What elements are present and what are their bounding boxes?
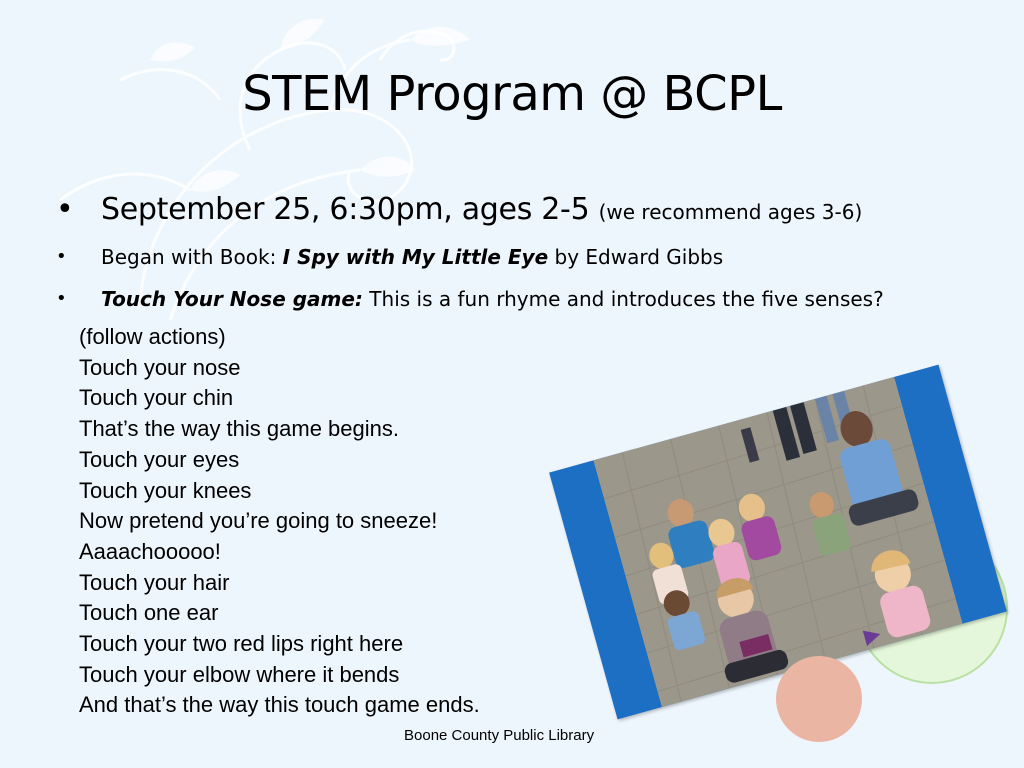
- event-date-text: September 25, 6:30pm, ages 2-5: [101, 192, 590, 227]
- rhyme-line: Touch your two red lips right here: [79, 631, 404, 657]
- rhyme-line: Touch your chin: [79, 385, 234, 411]
- bullet-game: [56, 278, 1016, 320]
- rhyme-line: And that’s the way this touch game ends.: [79, 692, 480, 718]
- slide-title: STEM Program @ BCPL: [242, 66, 782, 122]
- bullet-event-date: [56, 186, 1016, 236]
- rhyme-line: Touch your elbow where it bends: [79, 661, 400, 687]
- book-author: by Edward Gibbs: [554, 245, 724, 269]
- bullet-marker: •: [56, 246, 67, 267]
- bullet-list: [56, 186, 1016, 320]
- footer-text: Boone County Public Library: [404, 727, 595, 744]
- rhyme-line: Aaaachooooo!: [79, 538, 221, 564]
- book-title: I Spy with My Little Eye: [282, 245, 549, 269]
- decorative-peach-circle: [776, 656, 862, 742]
- rhyme-line: Touch one ear: [79, 600, 219, 626]
- rhyme-line: Touch your knees: [79, 477, 252, 503]
- game-name: Touch Your Nose game:: [101, 287, 363, 311]
- rhyme-line: Touch your hair: [79, 569, 230, 595]
- rhyme-line: Now pretend you’re going to sneeze!: [79, 508, 438, 534]
- rhyme-line: Touch your eyes: [79, 446, 240, 472]
- bullet-book: [56, 236, 1016, 278]
- bullet-marker: •: [56, 192, 74, 227]
- rhyme-line: (follow actions): [79, 324, 226, 349]
- bullet-marker: •: [56, 288, 67, 309]
- book-prefix: Began with Book:: [101, 245, 277, 269]
- age-recommendation: (we recommend ages 3-6): [598, 200, 863, 224]
- rhyme-text: [79, 322, 480, 721]
- rhyme-line: That’s the way this game begins.: [79, 416, 399, 442]
- rhyme-line: Touch your nose: [79, 354, 241, 380]
- game-description: This is a fun rhyme and introduces the five senses?: [369, 287, 884, 311]
